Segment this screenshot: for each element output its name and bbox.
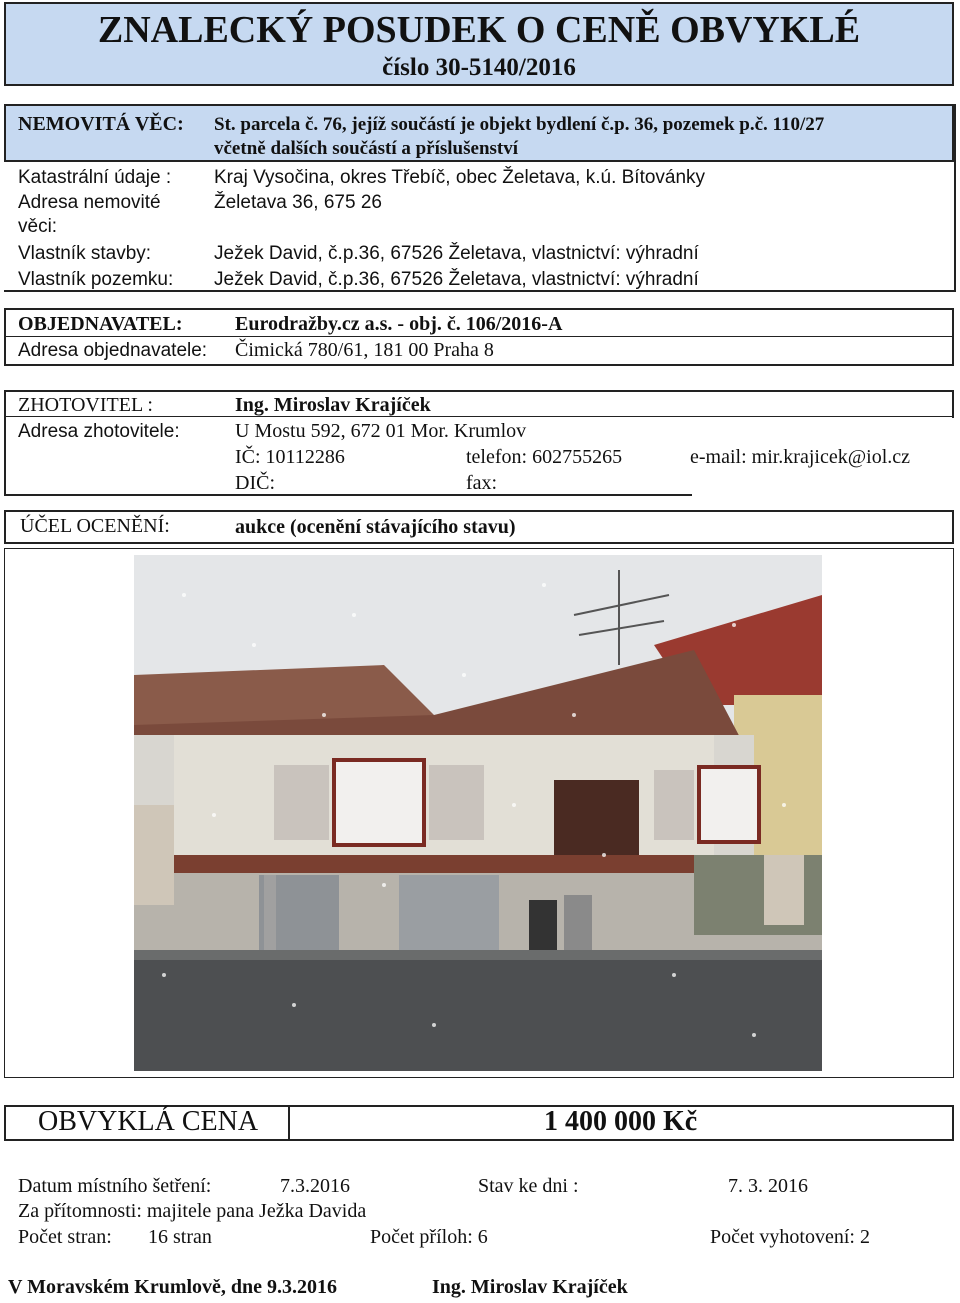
client-address-label: Adresa objednavatele: (18, 340, 208, 361)
pages-label: Počet stran: (18, 1226, 112, 1248)
property-label: NEMOVITÁ VĚC: (18, 113, 184, 135)
price-label: OBVYKLÁ CENA (38, 1106, 259, 1137)
address-value: Želetava 36, 675 26 (214, 192, 382, 213)
contractor-ic: IČ: 10112286 (235, 446, 345, 468)
contractor-border-right (952, 390, 954, 418)
owner-building-label: Vlastník stavby: (18, 243, 152, 264)
owner-building-value: Ježek David, č.p.36, 67526 Želetava, vlastnictví: výhradní (214, 243, 699, 264)
price-value: 1 400 000 Kč (544, 1106, 698, 1137)
contractor-border-left (4, 390, 6, 496)
owner-land-label: Vlastník pozemku: (18, 269, 174, 290)
copies-count: Počet vyhotovení: 2 (710, 1226, 870, 1248)
client-value: Eurodražby.cz a.s. - obj. č. 106/2016-A (235, 313, 563, 335)
signature-place: V Moravském Krumlově, dne 9.3.2016 (8, 1276, 338, 1298)
contractor-name: Ing. Miroslav Krajíček (235, 394, 431, 416)
contractor-address-label: Adresa zhotovitele: (18, 421, 180, 442)
state-date: 7. 3. 2016 (728, 1175, 808, 1197)
purpose-value: aukce (ocenění stávajícího stavu) (235, 516, 516, 538)
owner-land-value: Ježek David, č.p.36, 67526 Želetava, vlastnictví: výhradní (214, 269, 699, 290)
contractor-address-value: U Mostu 592, 672 01 Mor. Krumlov (235, 420, 527, 442)
client-divider (4, 336, 954, 337)
state-label: Stav ke dni : (478, 1175, 579, 1197)
contractor-border-top (4, 390, 954, 392)
client-border-left (4, 308, 6, 366)
contractor-email[interactable]: e-mail: mir.krajicek@iol.cz (690, 446, 910, 468)
property-border-bottom (4, 290, 956, 292)
pages-value: 16 stran (148, 1226, 212, 1248)
price-divider (288, 1105, 290, 1141)
contractor-fax: fax: (466, 472, 498, 494)
signature-name: Ing. Miroslav Krajíček (432, 1276, 628, 1298)
contractor-border-bottom (4, 494, 692, 496)
inspection-label: Datum místního šetření: (18, 1175, 212, 1197)
client-border-bottom (4, 364, 954, 366)
client-border-top (4, 308, 954, 310)
contractor-phone: telefon: 602755265 (466, 446, 623, 468)
document-title: ZNALECKÝ POSUDEK O CENĚ OBVYKLÉ (97, 9, 861, 51)
property-border-right (954, 104, 956, 292)
house-photo (134, 555, 822, 1071)
client-border-right (952, 308, 954, 366)
contractor-label: ZHOTOVITEL : (18, 394, 153, 416)
header-box (4, 2, 954, 86)
inspection-date: 7.3.2016 (280, 1175, 350, 1197)
property-box (4, 104, 954, 292)
contractor-dic: DIČ: (235, 472, 275, 494)
contractor-divider (4, 416, 954, 417)
attachments-count: Počet příloh: 6 (370, 1226, 488, 1248)
purpose-box (4, 510, 954, 544)
address-label-1: Adresa nemovité (18, 192, 161, 213)
cadastre-label: Katastrální údaje : (18, 167, 172, 188)
client-address-value: Čimická 780/61, 181 00 Praha 8 (235, 339, 494, 361)
address-label-2: věci: (18, 216, 58, 237)
client-label: OBJEDNAVATEL: (18, 313, 183, 335)
presence-text: Za přítomnosti: majitele pana Ježka Davida (18, 1200, 367, 1222)
purpose-label: ÚČEL OCENĚNÍ: (20, 515, 170, 537)
cadastre-value: Kraj Vysočina, okres Třebíč, obec Želetava, k.ú. Bítovánky (214, 167, 706, 188)
property-line-2: včetně dalších součástí a příslušenství (214, 138, 519, 159)
document-number: číslo 30-5140/2016 (382, 54, 576, 81)
property-line-1: St. parcela č. 76, jejíž součástí je objekt bydlení č.p. 36, pozemek p.č. 110/27 (214, 114, 825, 135)
